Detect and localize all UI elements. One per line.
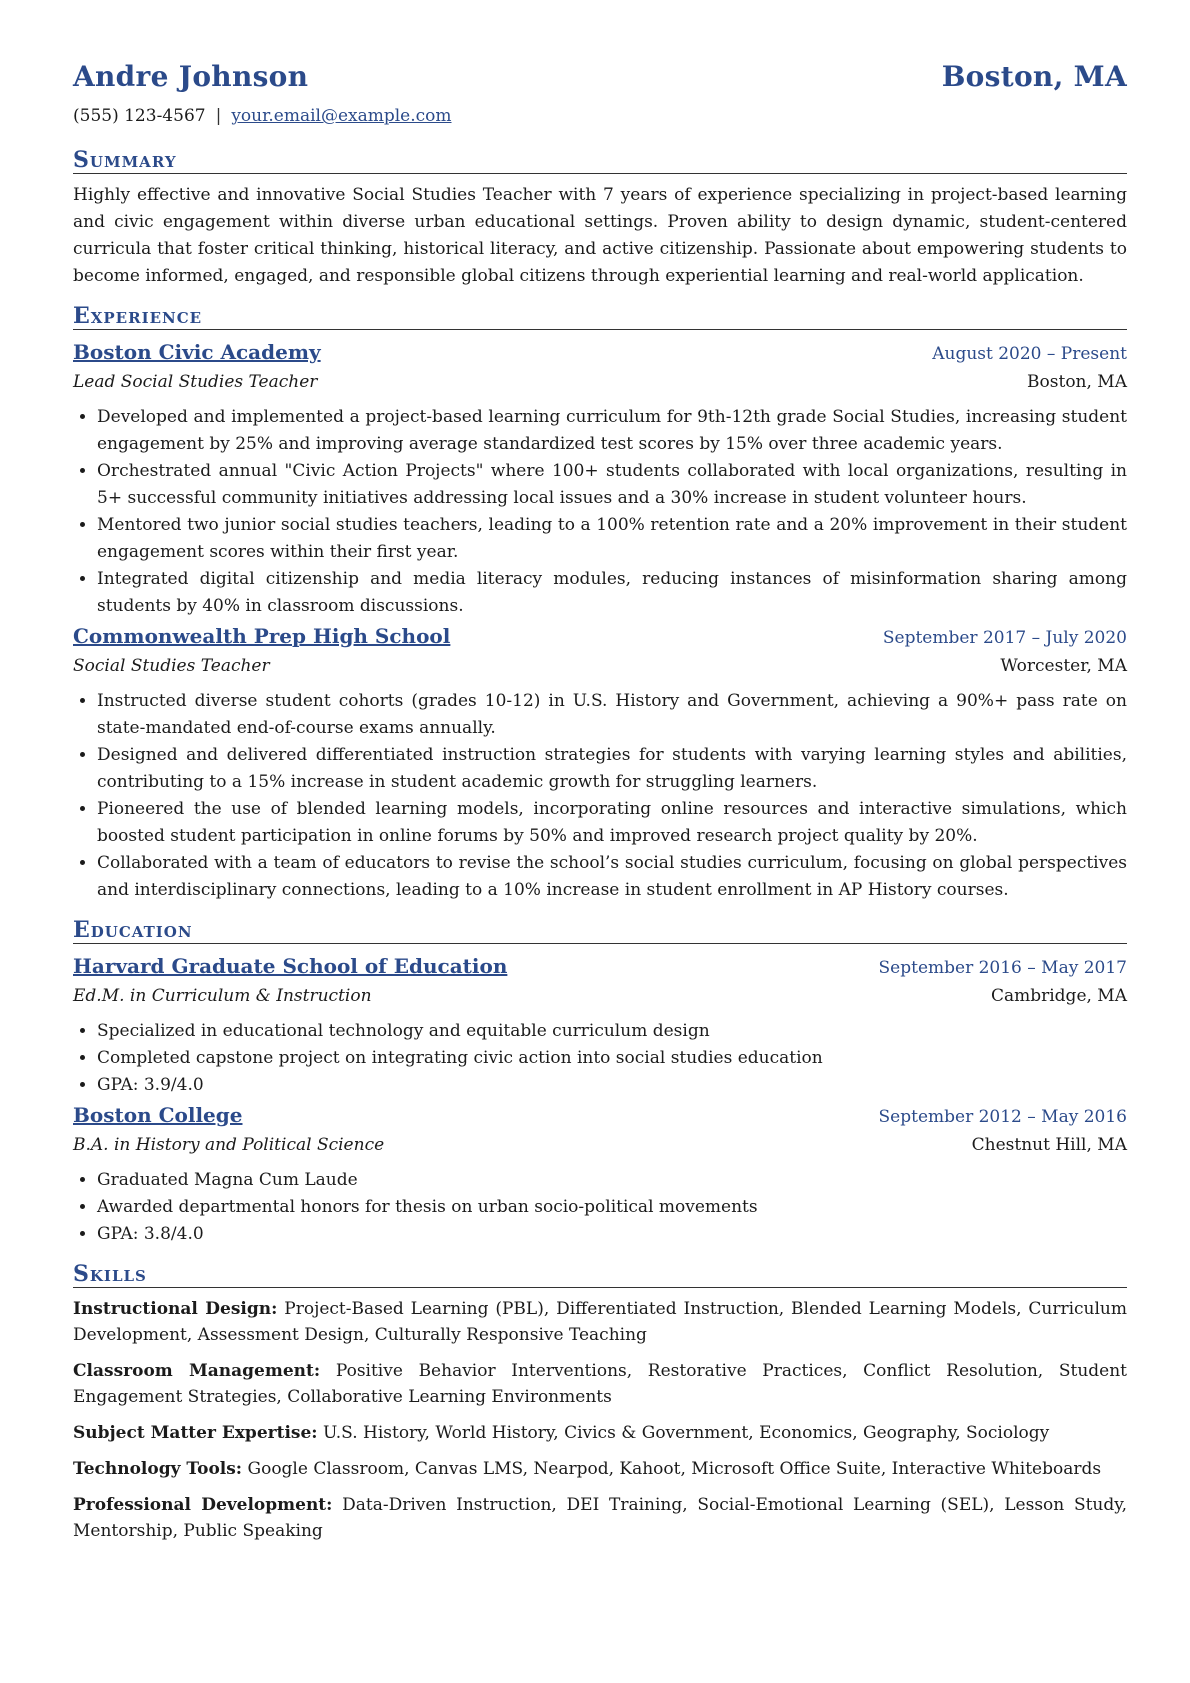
achievement-item: • Collaborated with a team of educators to revise the school’s social studies curriculum, focusing on global perspectives and interdisciplinary connections, leading to a 10% increase in student enrollment in AP History courses. <box>97 850 1127 904</box>
skill-values: Google Classroom, Canvas LMS, Nearpod, Kahoot, Microsoft Office Suite, Interactive Whiteboards <box>247 1459 1102 1479</box>
skill-values: Project-Based Learning (PBL), Differentiated Instruction, Blended Learning Models, Curriculum Development, Assessment Design, Culturally Responsive Teaching <box>73 1299 1128 1345</box>
education-section <box>73 918 1127 1248</box>
education-detail-item: • Graduated Magna Cum Laude <box>97 1167 1127 1194</box>
summary-section <box>73 148 1127 290</box>
email-link[interactable]: your.email@example.com <box>231 106 452 126</box>
employment-dates: September 2017 – July 2020 <box>882 628 1127 648</box>
skill-line <box>73 1420 1127 1446</box>
education-detail-list <box>73 1167 1127 1248</box>
section-title-education: Education <box>73 918 1127 944</box>
skill-line <box>73 1492 1127 1544</box>
education-detail-item: • Specialized in educational technology and equitable curriculum design <box>97 1018 1127 1045</box>
skill-line <box>73 1358 1127 1410</box>
job-location: Boston, MA <box>1027 372 1127 392</box>
achievement-item: • Mentored two junior social studies teachers, leading to a 100% retention rate and a 20% improvement in their student engagement scores within their first year. <box>97 512 1127 566</box>
education-detail-item: • GPA: 3.9/4.0 <box>97 1072 1127 1099</box>
education-detail-list <box>73 1018 1127 1099</box>
degree: Ed.M. in Curriculum & Instruction <box>73 986 372 1006</box>
achievement-item: • Orchestrated annual "Civic Action Projects" where 100+ students collaborated with local organizations, resulting in 5+ successful community initiatives addressing local issues and a 30% increase in student volunteer hours. <box>97 458 1127 512</box>
skill-values: Positive Behavior Interventions, Restorative Practices, Conflict Resolution, Student Engagement Strategies, Collaborative Learning Environments <box>73 1361 1128 1407</box>
candidate-name: Andre Johnson <box>73 60 309 93</box>
employer-link[interactable]: Boston Civic Academy <box>73 340 321 364</box>
contact-info <box>73 106 1127 134</box>
school-location: Cambridge, MA <box>990 986 1127 1006</box>
skill-category: Instructional Design: <box>73 1299 278 1319</box>
job-title: Social Studies Teacher <box>73 656 270 676</box>
candidate-location: Boston, MA <box>941 60 1127 93</box>
contact-separator: | <box>215 106 222 126</box>
skill-values: U.S. History, World History, Civics & Government, Economics, Geography, Sociology <box>322 1423 1050 1443</box>
section-title-skills: Skills <box>73 1262 1127 1288</box>
achievement-item: • Pioneered the use of blended learning models, incorporating online resources and interactive simulations, which boosted student participation in online forums by 50% and improved research project quality by 20%. <box>97 796 1127 850</box>
skill-category: Classroom Management: <box>73 1361 321 1381</box>
employer-link[interactable]: Commonwealth Prep High School <box>73 624 451 648</box>
achievement-list <box>73 404 1127 620</box>
job-title: Lead Social Studies Teacher <box>73 372 318 392</box>
skill-line <box>73 1456 1127 1482</box>
skill-category: Professional Development: <box>73 1495 333 1515</box>
skill-category: Technology Tools: <box>73 1459 243 1479</box>
school-link[interactable]: Boston College <box>73 1103 243 1127</box>
education-dates: September 2012 – May 2016 <box>878 1107 1127 1127</box>
resume-page <box>73 60 1127 1554</box>
school-link[interactable]: Harvard Graduate School of Education <box>73 954 508 978</box>
achievement-item: • Developed and implemented a project-based learning curriculum for 9th-12th grade Social Studies, increasing student engagement by 25% and improving average standardized test scores by 15% over three academic years. <box>97 404 1127 458</box>
phone-number: (555) 123-4567 <box>73 106 206 126</box>
section-title-experience: Experience <box>73 304 1127 330</box>
degree: B.A. in History and Political Science <box>73 1135 385 1155</box>
summary-text: Highly effective and innovative Social Studies Teacher with 7 years of experience specializing in project-based learning and civic engagement within diverse urban educational settings. Proven ability to design dynamic, student-centered curricula that foster critical thinking, historical literacy, and active citizenship. Passionate about empowering students to become informed, engaged, and responsible global citizens through experiential learning and real-world application. <box>73 185 1127 286</box>
skill-values: Data-Driven Instruction, DEI Training, Social-Emotional Learning (SEL), Lesson Study, Mentorship, Public Speaking <box>73 1495 1128 1541</box>
education-detail-item: • Awarded departmental honors for thesis on urban socio-political movements <box>97 1194 1127 1221</box>
header <box>73 60 1127 104</box>
achievement-item: • Designed and delivered differentiated instruction strategies for students with varying learning styles and abilities, contributing to a 15% increase in student academic growth for struggling learners. <box>97 742 1127 796</box>
skill-line <box>73 1296 1127 1348</box>
experience-section <box>73 304 1127 904</box>
school-location: Chestnut Hill, MA <box>971 1135 1127 1155</box>
experience-entry <box>73 338 1127 620</box>
section-title-summary: Summary <box>73 148 1127 174</box>
education-dates: September 2016 – May 2017 <box>878 958 1127 978</box>
employment-dates: August 2020 – Present <box>932 344 1127 364</box>
education-detail-item: • GPA: 3.8/4.0 <box>97 1221 1127 1248</box>
job-location: Worcester, MA <box>1000 656 1127 676</box>
skill-category: Subject Matter Expertise: <box>73 1423 318 1443</box>
education-entry <box>73 952 1127 1099</box>
achievement-list <box>73 688 1127 904</box>
skills-section <box>73 1262 1127 1544</box>
achievement-item: • Instructed diverse student cohorts (grades 10-12) in U.S. History and Government, achieving a 90%+ pass rate on state-mandated end-of-course exams annually. <box>97 688 1127 742</box>
experience-entry <box>73 622 1127 904</box>
education-entry <box>73 1101 1127 1248</box>
achievement-item: • Integrated digital citizenship and media literacy modules, reducing instances of misinformation sharing among students by 40% in classroom discussions. <box>97 566 1127 620</box>
education-detail-item: • Completed capstone project on integrating civic action into social studies education <box>97 1045 1127 1072</box>
